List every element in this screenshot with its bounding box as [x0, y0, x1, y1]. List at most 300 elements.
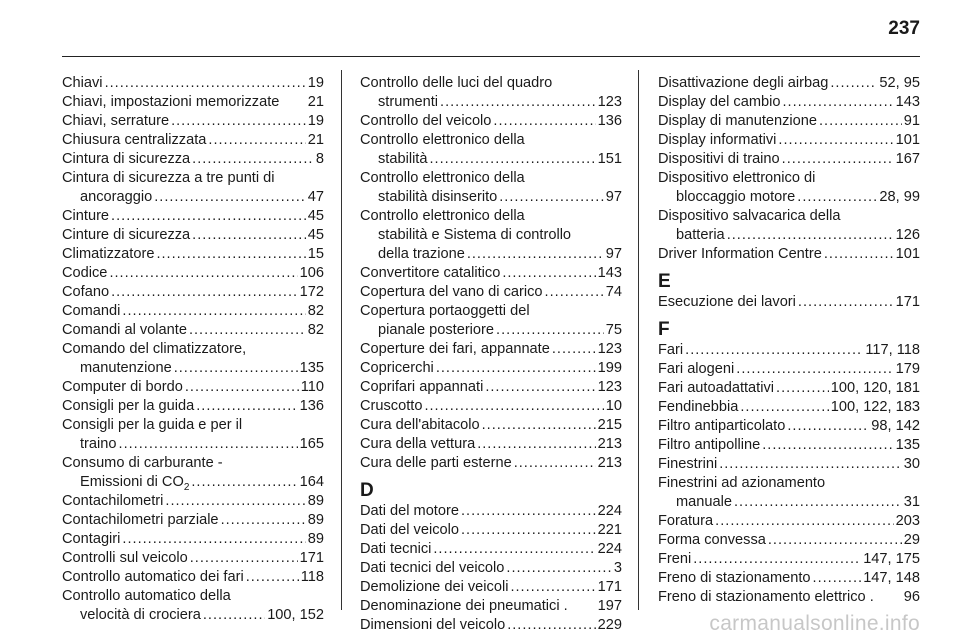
leader-dots — [174, 359, 298, 378]
term-text: Display di manutenzione — [658, 113, 817, 129]
page-reference[interactable]: 28, 99 — [879, 189, 920, 205]
term-text: Convertitore catalitico — [360, 265, 501, 281]
page-reference[interactable]: 21 — [307, 132, 324, 148]
index-entry — [360, 245, 622, 264]
index-entry — [658, 493, 920, 512]
index-entry-text: Controllo elettronico della — [360, 208, 525, 224]
term-text: Contachilometri parziale — [62, 512, 219, 528]
leader-dots — [727, 226, 894, 245]
leader-dots — [208, 131, 305, 150]
page-reference[interactable]: 91 — [903, 113, 920, 129]
index-entry-term — [676, 188, 795, 207]
index-entry — [360, 416, 622, 435]
index-entry-term — [62, 492, 163, 511]
index-entry-term — [658, 150, 780, 169]
index-entry-term — [360, 435, 475, 454]
leader-dots — [246, 568, 299, 587]
index-entry — [658, 569, 920, 588]
index-entry — [62, 283, 324, 302]
index-entry-term — [80, 435, 117, 454]
page-reference[interactable]: 100, 152 — [267, 607, 324, 623]
index-entry — [360, 93, 622, 112]
leader-dots — [798, 293, 894, 312]
leader-dots — [715, 512, 893, 531]
term-text: batteria — [676, 227, 725, 243]
leader-dots — [693, 550, 861, 569]
index-entry — [62, 549, 324, 568]
page-reference[interactable]: 100, 122, 183 — [830, 399, 920, 415]
leader-dots — [734, 493, 902, 512]
index-entry-term — [62, 321, 187, 340]
term-text: Demolizione dei veicoli — [360, 579, 509, 595]
index-entry-term — [62, 283, 109, 302]
page-reference[interactable]: 97 — [605, 246, 622, 262]
index-entry-term — [658, 417, 785, 436]
leader-dots — [787, 417, 869, 436]
index-entry-term — [658, 550, 691, 569]
index-entry-term — [62, 245, 154, 264]
leader-dots — [762, 436, 893, 455]
leader-dots — [510, 578, 595, 597]
index-entry-term — [658, 398, 738, 417]
term-text: Display del cambio — [658, 94, 781, 110]
page-reference[interactable]: 82 — [307, 322, 324, 338]
term-text: Consigli per la guida — [62, 398, 195, 414]
page-reference[interactable]: 224 — [597, 503, 622, 519]
leader-dots — [736, 360, 893, 379]
page-reference[interactable]: 47 — [307, 189, 324, 205]
leader-dots — [776, 379, 829, 398]
index-entry-term — [360, 416, 480, 435]
index-entry-term — [62, 112, 169, 131]
term-text: ancoraggio — [80, 189, 153, 205]
index-entry-text: Consumo di carburante - — [62, 455, 223, 471]
page-reference[interactable]: 31 — [903, 494, 920, 510]
leader-dots — [196, 397, 297, 416]
term-text: Cruscotto — [360, 398, 423, 414]
index-entry — [658, 341, 920, 360]
index-entry-term — [360, 578, 508, 597]
term-text: Cura delle parti esterne — [360, 455, 512, 471]
page-reference[interactable]: 74 — [605, 284, 622, 300]
index-entry — [658, 550, 920, 569]
page-reference[interactable]: 89 — [307, 531, 324, 547]
page-reference[interactable]: 165 — [299, 436, 324, 452]
index-entry-term — [360, 597, 568, 616]
index-entry-term — [658, 512, 713, 531]
index-entry-term — [62, 549, 188, 568]
leader-dots — [477, 435, 595, 454]
leader-dots — [424, 397, 603, 416]
index-entry-term — [378, 188, 497, 207]
page-number: 237 — [888, 18, 920, 39]
page-reference[interactable]: 118 — [300, 569, 324, 585]
index-entry-text: Dispositivo salvacarica della — [658, 208, 841, 224]
index-entry-term — [658, 531, 766, 550]
index-entry-term — [360, 359, 434, 378]
index-entry — [62, 378, 324, 397]
leader-dots — [685, 341, 863, 360]
leader-dots — [189, 321, 306, 340]
index-entry-term — [360, 454, 512, 473]
index-column-3 — [658, 74, 920, 607]
index-entry — [360, 435, 622, 454]
index-entry — [62, 93, 324, 112]
leader-dots — [778, 131, 893, 150]
term-text: Dati del motore — [360, 503, 459, 519]
index-entry — [658, 417, 920, 436]
page-reference[interactable]: 213 — [597, 436, 622, 452]
leader-dots — [496, 321, 604, 340]
leader-dots — [499, 188, 604, 207]
index-entry-term — [80, 188, 152, 207]
page-reference[interactable]: 45 — [307, 227, 324, 243]
index-entry-term — [360, 502, 459, 521]
index-entry-text: Controllo elettronico della — [360, 170, 525, 186]
term-text: Chiavi, impostazioni memorizzate — [62, 94, 280, 110]
index-entry — [658, 293, 920, 312]
page-reference[interactable]: 21 — [307, 94, 324, 110]
index-entry-term — [62, 530, 120, 549]
term-text: Freni — [658, 551, 692, 567]
index-entry — [658, 398, 920, 417]
index-entry-term — [360, 112, 491, 131]
term-text: Controllo del veicolo — [360, 113, 492, 129]
index-entry-text: Consigli per la guida e per il — [62, 417, 243, 433]
index-entry-text: Copertura portaoggetti del — [360, 303, 530, 319]
index-entry — [360, 559, 622, 578]
page-reference[interactable]: 15 — [307, 246, 324, 262]
page-reference[interactable]: 123 — [597, 379, 622, 395]
page-reference[interactable]: 167 — [895, 151, 920, 167]
page-reference[interactable]: 8 — [315, 151, 324, 167]
page-reference[interactable]: 3 — [613, 560, 622, 576]
index-entry-term — [658, 74, 828, 93]
index-entry-term — [658, 455, 717, 474]
term-text: Contachilometri — [62, 493, 164, 509]
leader-dots — [122, 302, 305, 321]
term-text: Copertura del vano di carico — [360, 284, 543, 300]
leader-dots — [782, 150, 894, 169]
watermark: carmanualsonline.info — [709, 612, 920, 635]
term-text: della trazione — [378, 246, 465, 262]
page-reference[interactable]: 203 — [895, 513, 920, 529]
page-reference[interactable]: 164 — [299, 474, 324, 490]
leader-dots — [122, 530, 305, 549]
leader-dots — [154, 188, 306, 207]
term-text: stabilità disinserito — [378, 189, 498, 205]
page-reference[interactable]: 199 — [597, 360, 622, 376]
index-entry — [658, 588, 920, 607]
page-reference[interactable]: 136 — [597, 113, 622, 129]
index-entry-term — [658, 293, 796, 312]
page-reference[interactable]: 123 — [597, 94, 622, 110]
index-entry-term — [658, 341, 683, 360]
index-entry — [658, 226, 920, 245]
page-reference[interactable]: 179 — [895, 361, 920, 377]
page-reference[interactable]: 215 — [597, 417, 622, 433]
index-entry-term — [658, 360, 734, 379]
index-entry — [360, 502, 622, 521]
leader-dots — [461, 502, 596, 521]
index-entry — [658, 512, 920, 531]
index-entry-term — [378, 150, 427, 169]
index-entry — [658, 436, 920, 455]
leader-dots — [506, 559, 611, 578]
page-reference[interactable]: 221 — [597, 522, 622, 538]
page-reference[interactable]: 171 — [597, 579, 622, 595]
index-entry-term — [658, 131, 776, 150]
leader-dots — [203, 606, 265, 625]
index-entry — [360, 188, 622, 207]
index-entry-text: Controllo delle luci del quadro — [360, 75, 553, 91]
index-entry — [360, 521, 622, 540]
index-entry — [62, 245, 324, 264]
page-reference[interactable]: 75 — [605, 322, 622, 338]
page-reference[interactable]: 143 — [597, 265, 622, 281]
term-text: Cinture di sicurezza — [62, 227, 191, 243]
index-entry-term — [62, 378, 183, 397]
index-entry — [360, 340, 622, 359]
index-entry-term — [360, 378, 483, 397]
index-entry — [62, 226, 324, 245]
page-reference[interactable]: 45 — [307, 208, 324, 224]
index-entry — [62, 302, 324, 321]
leader-dots — [485, 378, 595, 397]
index-entry-term — [62, 302, 120, 321]
term-text: Freno di stazionamento elettrico . — [658, 589, 874, 605]
index-entry — [62, 397, 324, 416]
index-entry — [62, 150, 324, 169]
index-entry-term — [360, 340, 550, 359]
index-entry — [62, 435, 324, 454]
index-entry-term — [360, 521, 459, 540]
index-entry — [360, 597, 622, 616]
page-reference[interactable]: 106 — [299, 265, 324, 281]
index-column-1 — [62, 74, 324, 625]
index-entry — [62, 511, 324, 530]
index-entry-term — [658, 569, 811, 588]
leader-dots — [813, 569, 862, 588]
index-entry-term — [62, 226, 190, 245]
index-entry — [62, 530, 324, 549]
index-entry — [62, 188, 324, 207]
page-reference[interactable]: 126 — [895, 227, 920, 243]
index-entry — [658, 74, 920, 93]
index-entry-text: Controllo automatico della — [62, 588, 231, 604]
index-entry — [360, 321, 622, 340]
leader-dots — [436, 359, 596, 378]
term-text: Cura dell'abitacolo — [360, 417, 480, 433]
page-reference[interactable]: 30 — [903, 456, 920, 472]
term-text: Comandi al volante — [62, 322, 187, 338]
term-text: Contagiri — [62, 531, 121, 547]
subscript: 2 — [183, 481, 190, 493]
leader-dots — [111, 283, 298, 302]
index-entry-term — [360, 283, 543, 302]
leader-dots — [192, 150, 314, 169]
index-entry — [658, 245, 920, 264]
term-text: Chiavi, serrature — [62, 113, 170, 129]
term-text: Dimensioni del veicolo — [360, 617, 506, 633]
leader-dots — [461, 521, 596, 540]
index-entry — [360, 540, 622, 559]
page-reference[interactable]: 100, 120, 181 — [830, 380, 920, 396]
index-entry-term — [80, 606, 201, 625]
index-entry — [360, 264, 622, 283]
column-divider — [638, 70, 639, 610]
leader-dots — [545, 283, 604, 302]
page-reference[interactable]: 143 — [895, 94, 920, 110]
leader-dots — [221, 511, 306, 530]
leader-dots — [433, 540, 595, 559]
leader-dots — [719, 455, 902, 474]
page-reference[interactable]: 135 — [895, 437, 920, 453]
index-entry-text: Comando del climatizzatore, — [62, 341, 247, 357]
index-entry — [62, 74, 324, 93]
index-entry-term — [658, 588, 874, 607]
index-entry-term — [360, 616, 505, 635]
page-reference[interactable]: 10 — [605, 398, 622, 414]
page-reference[interactable]: 98, 142 — [871, 418, 920, 434]
term-text: Controlli sul veicolo — [62, 550, 188, 566]
leader-dots — [493, 112, 595, 131]
term-text: Fendinebbia — [658, 399, 739, 415]
page-reference[interactable]: 229 — [597, 617, 622, 633]
index-entry-text: stabilità e Sistema di controllo — [378, 227, 572, 243]
term-text: Dispositivi di traino — [658, 151, 780, 167]
term-text: strumenti — [378, 94, 439, 110]
index-entry-term — [62, 74, 103, 93]
index-entry-term — [658, 112, 817, 131]
leader-dots — [768, 531, 902, 550]
index-entry — [658, 531, 920, 550]
term-text: manutenzione — [80, 360, 172, 376]
term-text: Dati del veicolo — [360, 522, 459, 538]
index-entry-term — [62, 511, 219, 530]
term-text: velocità di crociera — [80, 607, 201, 623]
page-reference[interactable]: 110 — [300, 379, 324, 395]
index-entry — [658, 360, 920, 379]
page-reference[interactable]: 29 — [903, 532, 920, 548]
term-text: Esecuzione dei lavori — [658, 294, 796, 310]
page-reference[interactable]: 136 — [299, 398, 324, 414]
page-reference[interactable]: 197 — [597, 598, 622, 614]
term-text: bloccaggio motore — [676, 189, 796, 205]
page-reference[interactable]: 123 — [597, 341, 622, 357]
page-reference[interactable]: 147, 148 — [863, 570, 920, 586]
page-reference[interactable]: 117, 118 — [865, 342, 920, 358]
page-reference[interactable]: 89 — [307, 493, 324, 509]
term-text: Cinture — [62, 208, 110, 224]
page-reference[interactable]: 172 — [299, 284, 324, 300]
term-text: Coperture dei fari, appannate — [360, 341, 550, 357]
leader-dots — [467, 245, 604, 264]
page-reference[interactable]: 96 — [903, 589, 920, 605]
index-entry — [360, 112, 622, 131]
term-text: Finestrini — [658, 456, 718, 472]
page-reference[interactable]: 19 — [307, 75, 324, 91]
index-entry-term — [62, 397, 194, 416]
page-reference[interactable]: 97 — [605, 189, 622, 205]
index-entry-term — [360, 559, 504, 578]
page-reference[interactable]: 19 — [307, 113, 324, 129]
term-text: Emissioni di CO — [80, 474, 184, 490]
page-reference[interactable]: 52, 95 — [879, 75, 920, 91]
index-entry-term — [62, 568, 244, 587]
page-reference[interactable]: 171 — [299, 550, 324, 566]
leader-dots — [185, 378, 299, 397]
index-entry-term — [62, 207, 109, 226]
page-reference[interactable]: 213 — [597, 455, 622, 471]
term-text: Fari autoadattativi — [658, 380, 775, 396]
index-entry — [360, 397, 622, 416]
term-text: Cofano — [62, 284, 110, 300]
index-entry-term — [378, 245, 465, 264]
index-entry-text: Controllo elettronico della — [360, 132, 525, 148]
index-entry-term — [62, 150, 190, 169]
index-entry-term — [360, 540, 431, 559]
index-entry-term — [378, 321, 494, 340]
leader-dots — [165, 492, 305, 511]
index-entry-term — [62, 264, 107, 283]
page-reference[interactable]: 147, 175 — [863, 551, 920, 567]
index-entry — [658, 455, 920, 474]
leader-dots — [105, 74, 306, 93]
term-text: manuale — [676, 494, 732, 510]
term-text: Freno di stazionamento — [658, 570, 811, 586]
page-reference[interactable]: 224 — [597, 541, 622, 557]
page-reference[interactable]: 151 — [597, 151, 622, 167]
page-reference[interactable]: 89 — [307, 512, 324, 528]
term-text: Chiusura centralizzata — [62, 132, 207, 148]
index-entry-term — [378, 93, 438, 112]
index-entry-term — [658, 245, 822, 264]
leader-dots — [190, 549, 298, 568]
term-text: Copricerchi — [360, 360, 434, 376]
term-text: pianale posteriore — [378, 322, 495, 338]
leader-dots — [191, 473, 297, 492]
page-reference[interactable]: 135 — [299, 360, 324, 376]
term-text: Forma convessa — [658, 532, 766, 548]
term-text: Controllo automatico dei fari — [62, 569, 244, 585]
page-reference[interactable]: 82 — [307, 303, 324, 319]
term-text: stabilità — [378, 151, 428, 167]
index-entry — [62, 321, 324, 340]
index-column-2 — [360, 74, 622, 635]
page-reference[interactable]: 101 — [895, 132, 920, 148]
term-text: Comandi — [62, 303, 121, 319]
term-text: Foratura — [658, 513, 714, 529]
index-entry — [360, 454, 622, 473]
index-entry-term — [80, 473, 189, 492]
column-divider — [341, 70, 342, 610]
page-reference[interactable]: 101 — [895, 246, 920, 262]
leader-dots — [440, 93, 596, 112]
leader-dots — [819, 112, 902, 131]
index-entry — [62, 492, 324, 511]
index-entry — [360, 150, 622, 169]
leader-dots — [482, 416, 596, 435]
page-reference[interactable]: 171 — [895, 294, 920, 310]
term-text: Coprifari appannati — [360, 379, 484, 395]
leader-dots — [782, 93, 893, 112]
index-entry-term — [62, 131, 206, 150]
term-text: Dati tecnici — [360, 541, 432, 557]
index-entry — [658, 379, 920, 398]
leader-dots — [552, 340, 596, 359]
index-entry — [62, 207, 324, 226]
